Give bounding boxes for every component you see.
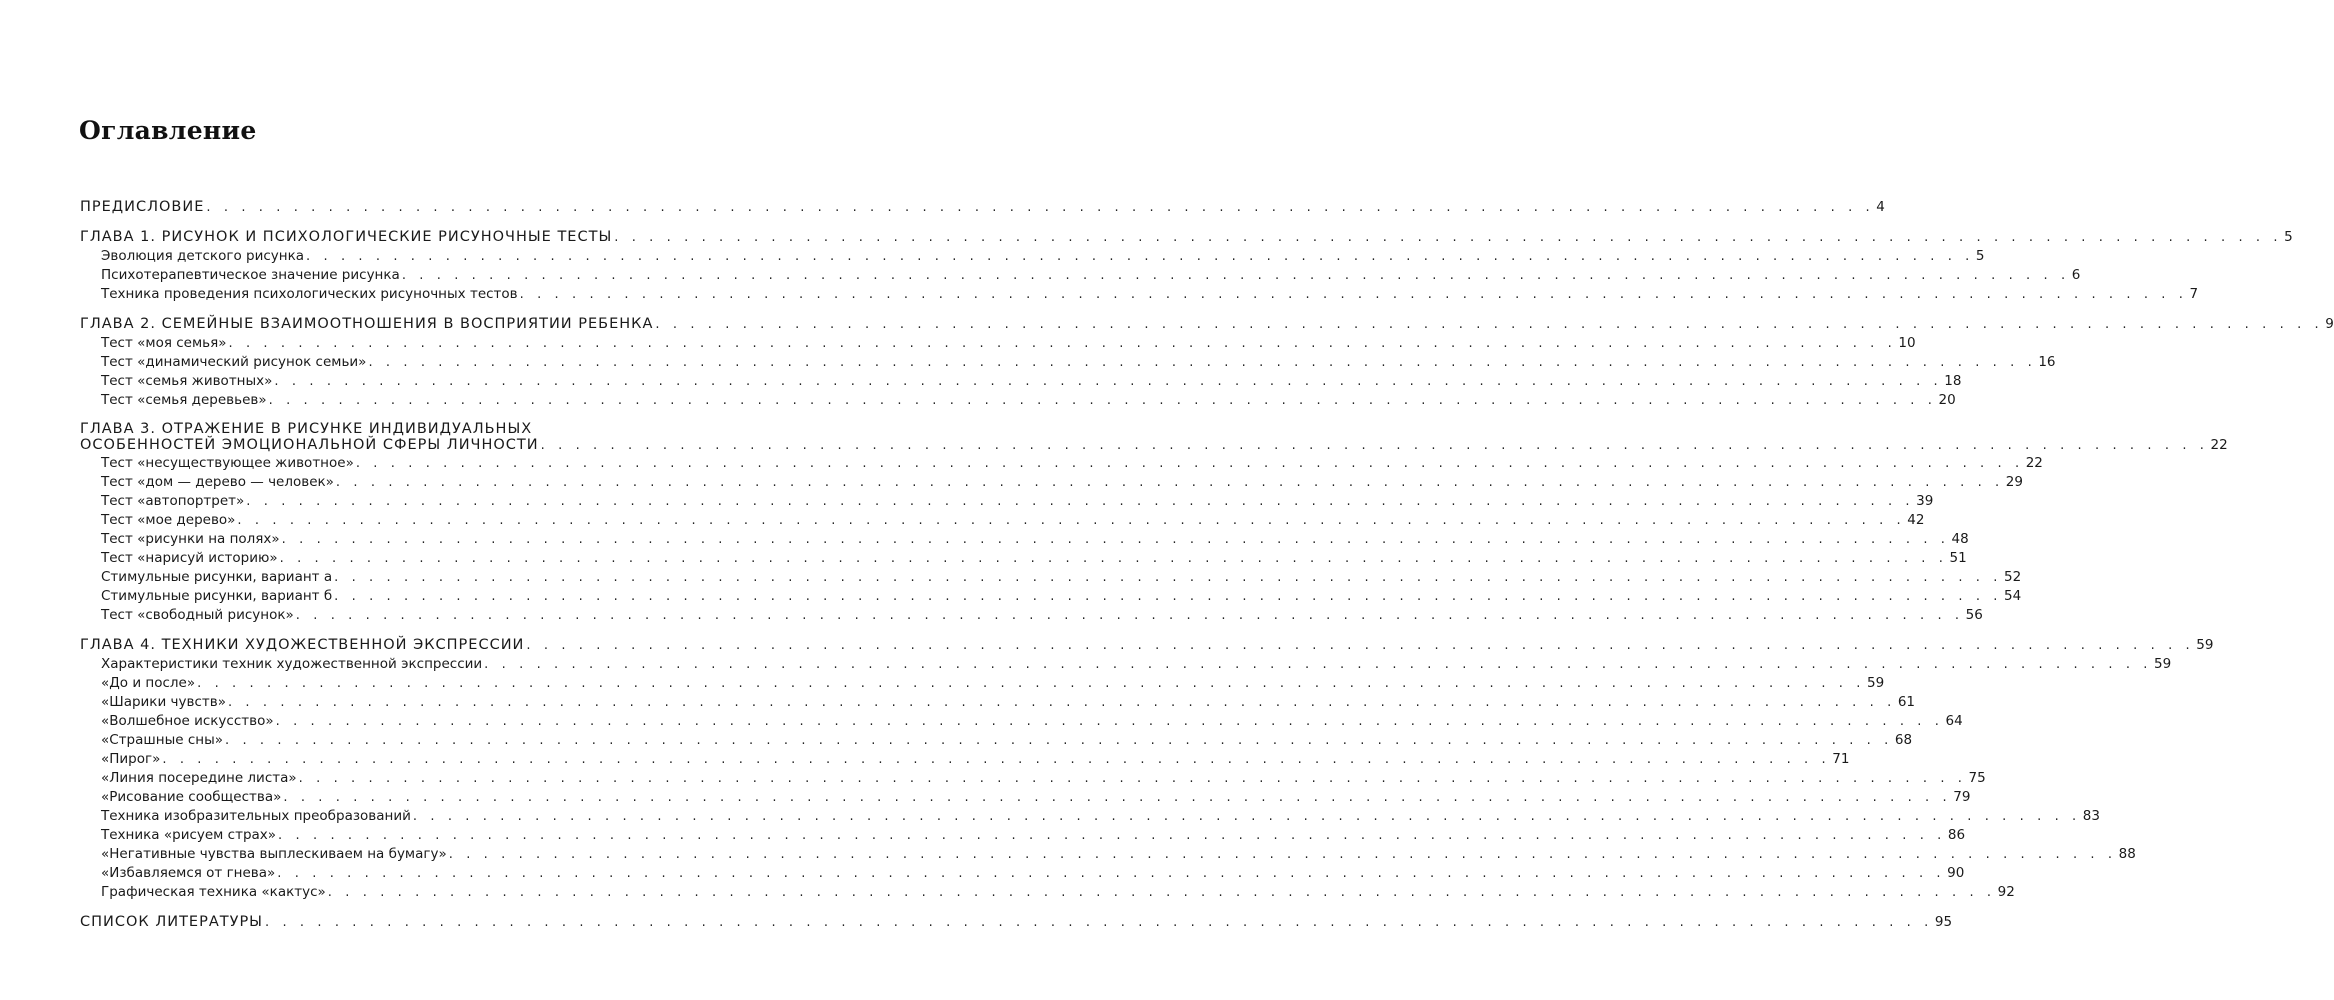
leader-dots <box>334 568 2002 587</box>
table-of-contents <box>80 198 2334 932</box>
leader-dots <box>449 845 2117 864</box>
toc-section[interactable] <box>80 587 2022 606</box>
toc-entry-title: Тест «семья деревьев» <box>101 392 267 408</box>
leader-dots <box>162 750 1830 769</box>
leader-dots <box>296 606 1964 625</box>
toc-page-number: 61 <box>1897 694 1916 710</box>
toc-page-number: 16 <box>2038 354 2056 370</box>
leader-dots <box>278 826 1946 845</box>
toc-entry-title: Тест «несуществующее животное» <box>101 455 354 471</box>
toc-entry-title: Тест «рисунки на полях» <box>101 531 280 547</box>
toc-page-number: 79 <box>1953 789 1971 805</box>
toc-section[interactable] <box>80 334 1916 353</box>
toc-page-number: 68 <box>1894 732 1913 748</box>
toc-entry-title: СПИСОК ЛИТЕРАТУРЫ <box>80 914 263 930</box>
leader-dots <box>276 712 1944 731</box>
toc-page-number: 18 <box>1944 373 1962 389</box>
toc-chapter[interactable] <box>80 198 1885 217</box>
toc-page-number: 48 <box>1951 531 1969 547</box>
toc-entry-title: Характеристики техник художественной экспрессии <box>101 656 483 672</box>
leader-dots <box>356 454 2024 473</box>
leader-dots <box>229 334 1897 353</box>
toc-page-number: 59 <box>2196 637 2214 653</box>
toc-entry-title-cont: ОСОБЕННОСТЕЙ ЭМОЦИОНАЛЬНОЙ СФЕРЫ ЛИЧНОСТИ <box>80 437 539 453</box>
toc-entry-title: ПРЕДИСЛОВИЕ <box>80 199 205 215</box>
toc-section[interactable] <box>80 845 2136 864</box>
toc-entry-title: Стимульные рисунки, вариант б <box>101 588 333 604</box>
toc-entry-title: ГЛАВА 2. СЕМЕЙНЫЕ ВЗАИМООТНОШЕНИЯ В ВОСПРИЯТИИ РЕБЕНКА <box>80 316 654 332</box>
toc-entry-title: ГЛАВА 1. РИСУНОК И ПСИХОЛОГИЧЕСКИЕ РИСУНОЧНЫЕ ТЕСТЫ <box>80 229 613 245</box>
toc-section[interactable] <box>80 712 1963 731</box>
toc-page-number: 51 <box>1949 550 1967 566</box>
leader-dots <box>237 511 1905 530</box>
toc-section[interactable] <box>80 285 2199 304</box>
toc-chapter[interactable] <box>80 228 2293 247</box>
toc-page-number: 86 <box>1947 827 1966 843</box>
toc-page-number: 9 <box>2325 316 2334 332</box>
leader-dots <box>277 864 1945 883</box>
toc-section[interactable] <box>80 266 2081 285</box>
toc-section[interactable] <box>80 372 1962 391</box>
toc-section[interactable] <box>80 674 1885 693</box>
toc-page-number: 59 <box>1867 675 1885 691</box>
toc-page-number: 6 <box>2071 267 2081 283</box>
leader-dots <box>614 228 2282 247</box>
toc-entry-title: Тест «автопортрет» <box>101 493 245 509</box>
toc-page-number: 52 <box>2003 569 2022 585</box>
toc-entry-title: Тест «семья животных» <box>101 373 273 389</box>
leader-dots <box>328 883 1996 902</box>
leader-dots <box>655 315 2323 334</box>
toc-page-number: 75 <box>1968 770 1986 786</box>
toc-chapter[interactable] <box>80 315 2334 334</box>
leader-dots <box>265 913 1933 932</box>
toc-page-number: 5 <box>2284 229 2293 245</box>
leader-dots <box>280 549 1948 568</box>
toc-page-number: 95 <box>1934 914 1953 930</box>
toc-entry-title: Психотерапевтическое значение рисунка <box>101 267 400 283</box>
toc-entry-title: «Линия посередине листа» <box>101 770 297 786</box>
toc-entry-title: Тест «дом — дерево — человек» <box>101 474 334 490</box>
toc-section[interactable] <box>80 606 1983 625</box>
toc-entry-title: ГЛАВА 4. ТЕХНИКИ ХУДОЖЕСТВЕННОЙ ЭКСПРЕССИИ <box>80 637 525 653</box>
toc-page-number: 20 <box>1938 392 1956 408</box>
toc-entry-title: «Шарики чувств» <box>101 694 226 710</box>
leader-dots <box>225 731 1893 750</box>
toc-section[interactable] <box>80 788 1971 807</box>
toc-section[interactable] <box>80 549 1967 568</box>
page-title: Оглавление <box>79 116 257 145</box>
toc-entry-title: «Избавляемся от гнева» <box>101 865 276 881</box>
toc-entry-title: ГЛАВА 3. ОТРАЖЕНИЕ В РИСУНКЕ ИНДИВИДУАЛЬНЫХ <box>80 421 533 437</box>
toc-entry-title: Стимульные рисунки, вариант а <box>101 569 333 585</box>
toc-section[interactable] <box>80 826 1966 845</box>
toc-entry-title: Техника изобразительных преобразований <box>101 808 411 824</box>
toc-page-number: 54 <box>2004 588 2022 604</box>
toc-section[interactable] <box>80 769 1986 788</box>
toc-section[interactable] <box>80 247 1985 266</box>
toc-section[interactable] <box>80 693 1916 712</box>
leader-dots <box>402 266 2070 285</box>
toc-entry-title: Эволюция детского рисунка <box>101 248 305 264</box>
toc-section[interactable] <box>80 731 1913 750</box>
leader-dots <box>299 769 1967 788</box>
toc-page-number: 92 <box>1997 884 2015 900</box>
leader-dots <box>269 391 1937 410</box>
toc-section[interactable] <box>80 511 1925 530</box>
leader-dots <box>336 473 2004 492</box>
toc-page-number: 39 <box>1916 493 1934 509</box>
leader-dots <box>368 353 2036 372</box>
toc-entry-title: Графическая техника «кактус» <box>101 884 326 900</box>
toc-section[interactable] <box>80 655 2172 674</box>
toc-section[interactable] <box>80 353 2056 372</box>
toc-entry-title: «До и после» <box>101 675 196 691</box>
toc-section[interactable] <box>80 473 2023 492</box>
toc-entry-title: «Рисование сообщества» <box>101 789 282 805</box>
toc-section[interactable] <box>80 883 2015 902</box>
toc-page-number: 29 <box>2005 474 2023 490</box>
leader-dots <box>274 372 1942 391</box>
leader-dots <box>413 807 2081 826</box>
toc-entry-title: Тест «нарисуй историю» <box>101 550 278 566</box>
toc-page-number: 64 <box>1945 713 1963 729</box>
toc-section[interactable] <box>80 454 2043 473</box>
leader-dots <box>197 674 1865 693</box>
leader-dots <box>282 530 1950 549</box>
leader-dots <box>306 247 1974 266</box>
toc-section[interactable] <box>80 391 1956 410</box>
toc-section[interactable] <box>80 807 2100 826</box>
toc-section[interactable] <box>80 530 1969 549</box>
toc-entry-title: Тест «свободный рисунок» <box>101 607 294 623</box>
leader-dots <box>520 285 2188 304</box>
leader-dots <box>228 693 1896 712</box>
toc-entry-title: «Волшебное искусство» <box>101 713 274 729</box>
toc-chapter[interactable] <box>80 913 1953 932</box>
leader-dots <box>541 438 2209 454</box>
toc-section[interactable] <box>80 568 2022 587</box>
toc-entry-title: Тест «моя семья» <box>101 335 227 351</box>
toc-page-number: 10 <box>1898 335 1916 351</box>
leader-dots <box>246 492 1914 511</box>
toc-page-number: 22 <box>2025 455 2043 471</box>
toc-page-number: 56 <box>1965 607 1983 623</box>
toc-page-number: 83 <box>2082 808 2100 824</box>
toc-entry-title: «Негативные чувства выплескиваем на бумагу» <box>101 846 447 862</box>
toc-page-number: 88 <box>2118 846 2136 862</box>
toc-page-number: 90 <box>1947 865 1965 881</box>
toc-entry-title: Техника проведения психологических рисуночных тестов <box>101 286 518 302</box>
toc-entry-title: Техника «рисуем страх» <box>101 827 277 843</box>
toc-chapter[interactable] <box>80 421 2228 454</box>
toc-entry-title: Тест «динамический рисунок семьи» <box>101 354 367 370</box>
leader-dots <box>206 198 1874 217</box>
leader-dots <box>526 636 2194 655</box>
toc-section[interactable] <box>80 750 1850 769</box>
leader-dots <box>334 587 2002 606</box>
toc-page-number: 4 <box>1876 199 1885 215</box>
toc-entry-title: «Страшные сны» <box>101 732 223 748</box>
toc-section[interactable] <box>80 864 1965 883</box>
leader-dots <box>484 655 2152 674</box>
toc-page-number: 22 <box>2210 437 2228 453</box>
toc-page-number: 59 <box>2154 656 2172 672</box>
toc-chapter[interactable] <box>80 636 2214 655</box>
toc-entry-title: «Пирог» <box>101 751 161 767</box>
toc-page-number: 7 <box>2189 286 2199 302</box>
toc-entry-title: Тест «мое дерево» <box>101 512 236 528</box>
leader-dots <box>283 788 1951 807</box>
toc-section[interactable] <box>80 492 1934 511</box>
toc-page-number: 71 <box>1832 751 1850 767</box>
toc-page-number: 42 <box>1907 512 1925 528</box>
toc-page-number: 5 <box>1975 248 1985 264</box>
